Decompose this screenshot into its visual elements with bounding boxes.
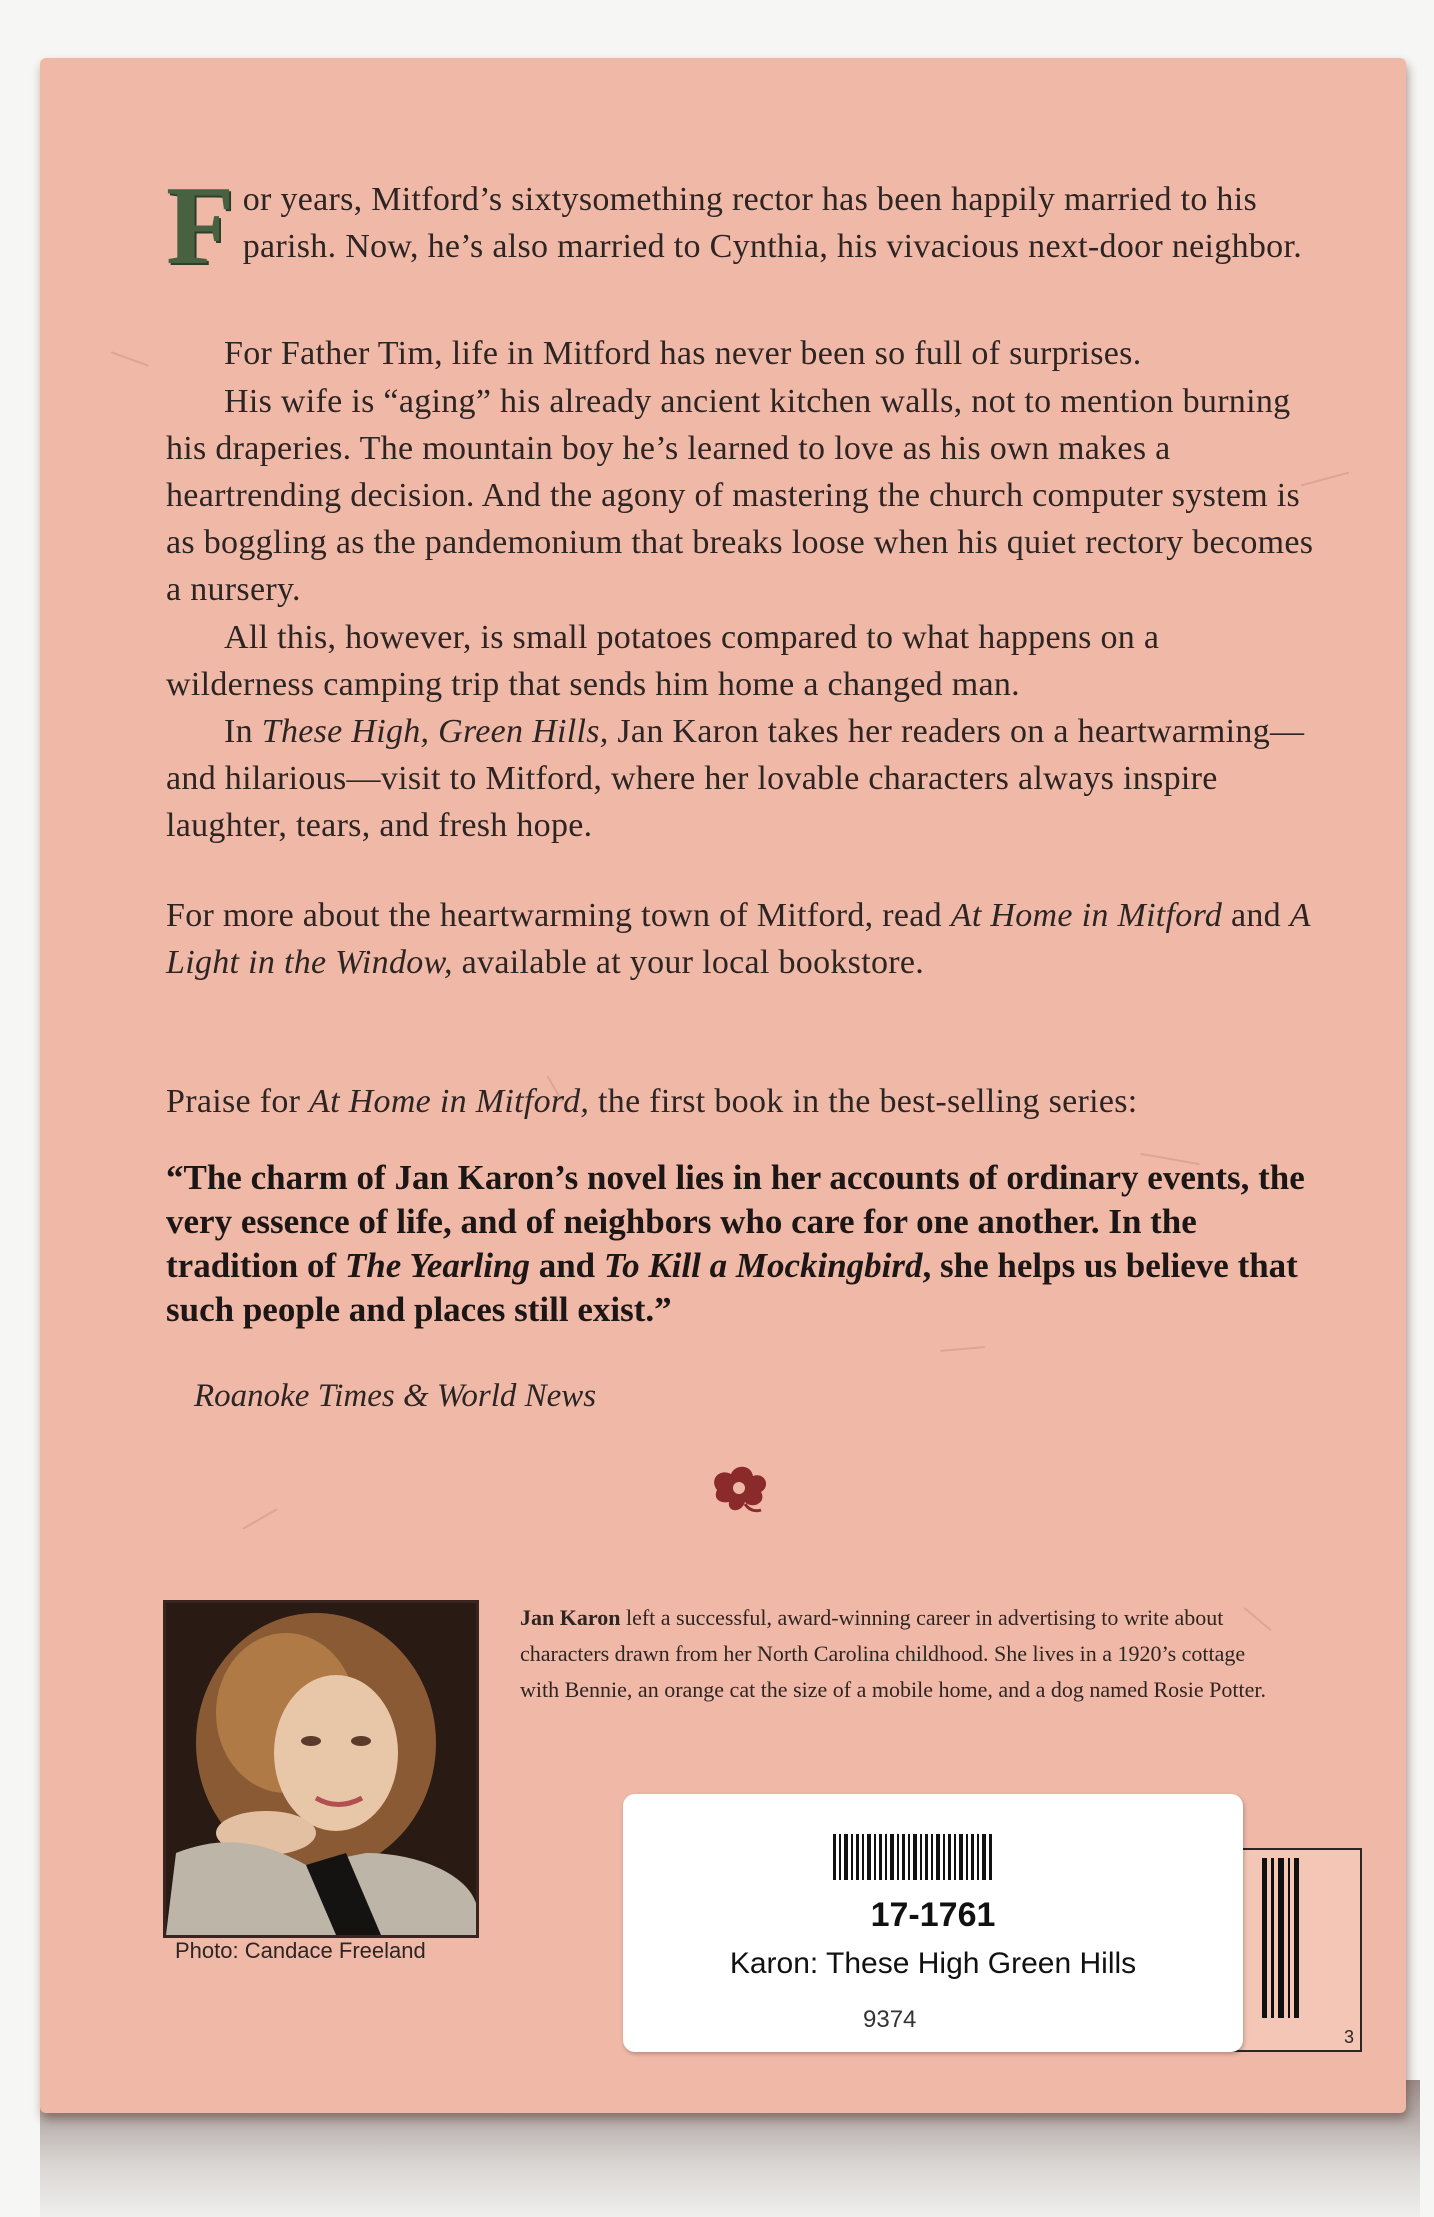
- author-name: Jan Karon: [520, 1605, 621, 1630]
- quote-part-3: , she helps us believe that such people and places still exist.”: [166, 1246, 1298, 1329]
- more-pre: For more about the heartwarming town of Mitford, read: [166, 897, 951, 934]
- sticker-number: 17-1761: [870, 1896, 996, 1934]
- drop-cap: F: [166, 164, 235, 288]
- book-title: These High, Green Hills,: [261, 713, 609, 750]
- more-about-mitford: [166, 892, 1316, 986]
- praise-intro: [166, 1078, 1316, 1125]
- author-photo: [163, 1600, 479, 1938]
- blurb-p4-text: All this, however, is small potatoes compared to what happens on a wilderness camping trip that sends him home a changed man.: [166, 619, 1160, 703]
- blurb-p5-pre: In: [224, 713, 262, 750]
- paper-fleck: [242, 1508, 278, 1530]
- book-back-cover: [40, 58, 1406, 2113]
- blurb-paragraph-2: [166, 330, 1316, 377]
- paper-fleck: [940, 1346, 985, 1352]
- praise-post: the first book in the best-selling series:: [589, 1083, 1138, 1120]
- quote-source: Roanoke Times & World News: [194, 1378, 597, 1414]
- inventory-sticker: [623, 1794, 1243, 2052]
- review-quote: [166, 1156, 1326, 1332]
- author-bio: [520, 1600, 1280, 1708]
- blurb-paragraph-3: [166, 378, 1316, 613]
- book-title: To Kill a Mockingbird: [603, 1246, 923, 1285]
- blurb-p2-text: For Father Tim, life in Mitford has never been so full of surprises.: [224, 335, 1142, 372]
- quote-part-2: and: [529, 1246, 604, 1285]
- book-title: At Home in Mitford,: [309, 1083, 590, 1120]
- book-title: The Yearling: [344, 1246, 530, 1285]
- blurb-paragraph-4: [166, 614, 1316, 708]
- blurb-paragraph-5: [166, 708, 1316, 849]
- sticker-code: 9374: [863, 2006, 917, 2033]
- author-bio-text: left a successful, award-winning career in advertising to write about characters drawn from her North Carolina childhood. She lives in a 1920’s cottage with Bennie, an orange cat the size of a mobile home, and a dog named Rosie Potter.: [520, 1605, 1266, 1702]
- blurb-p5-post: Jan Karon takes her readers on a heartwarming—and hilarious—visit to Mitford, where her lovable characters always inspire laughter, tears, and fresh hope.: [166, 713, 1305, 844]
- sticker-title: Karon: These High Green Hills: [729, 1947, 1137, 1980]
- barcode-digit: 3: [1343, 2027, 1354, 2047]
- book-title: A Light in the Window,: [166, 897, 1311, 981]
- praise-pre: Praise for: [166, 1083, 310, 1120]
- photo-credit: Photo: Candace Freeland: [175, 1938, 426, 1963]
- floral-ornament-icon: [705, 1458, 775, 1518]
- book-title: At Home in Mitford: [950, 897, 1223, 934]
- blurb-p3-text: His wife is “aging” his already ancient kitchen walls, not to mention burning his draperies. The mountain boy he’s learned to love as his own makes a heartrending decision. And the agony of mastering the church computer system is as boggling as the pandemonium that breaks loose when his quiet rectory becomes a nursery.: [166, 383, 1314, 608]
- more-post: available at your local bookstore.: [452, 944, 925, 981]
- quote-part-1: “The charm of Jan Karon’s novel lies in her accounts of ordinary events, the very essence of life, and of neighbors who care for one another. In the tradition of: [166, 1158, 1305, 1285]
- paper-fleck: [111, 351, 149, 367]
- blurb-paragraph-1: [166, 164, 1316, 288]
- sticker-barcode-icon: [833, 1834, 995, 1880]
- blurb-p1-text: or years, Mitford’s sixtysomething rector has been happily married to his parish. Now, he’s also married to Cynthia, his vivacious next-door neighbor.: [242, 181, 1303, 265]
- more-mid: and: [1222, 897, 1290, 934]
